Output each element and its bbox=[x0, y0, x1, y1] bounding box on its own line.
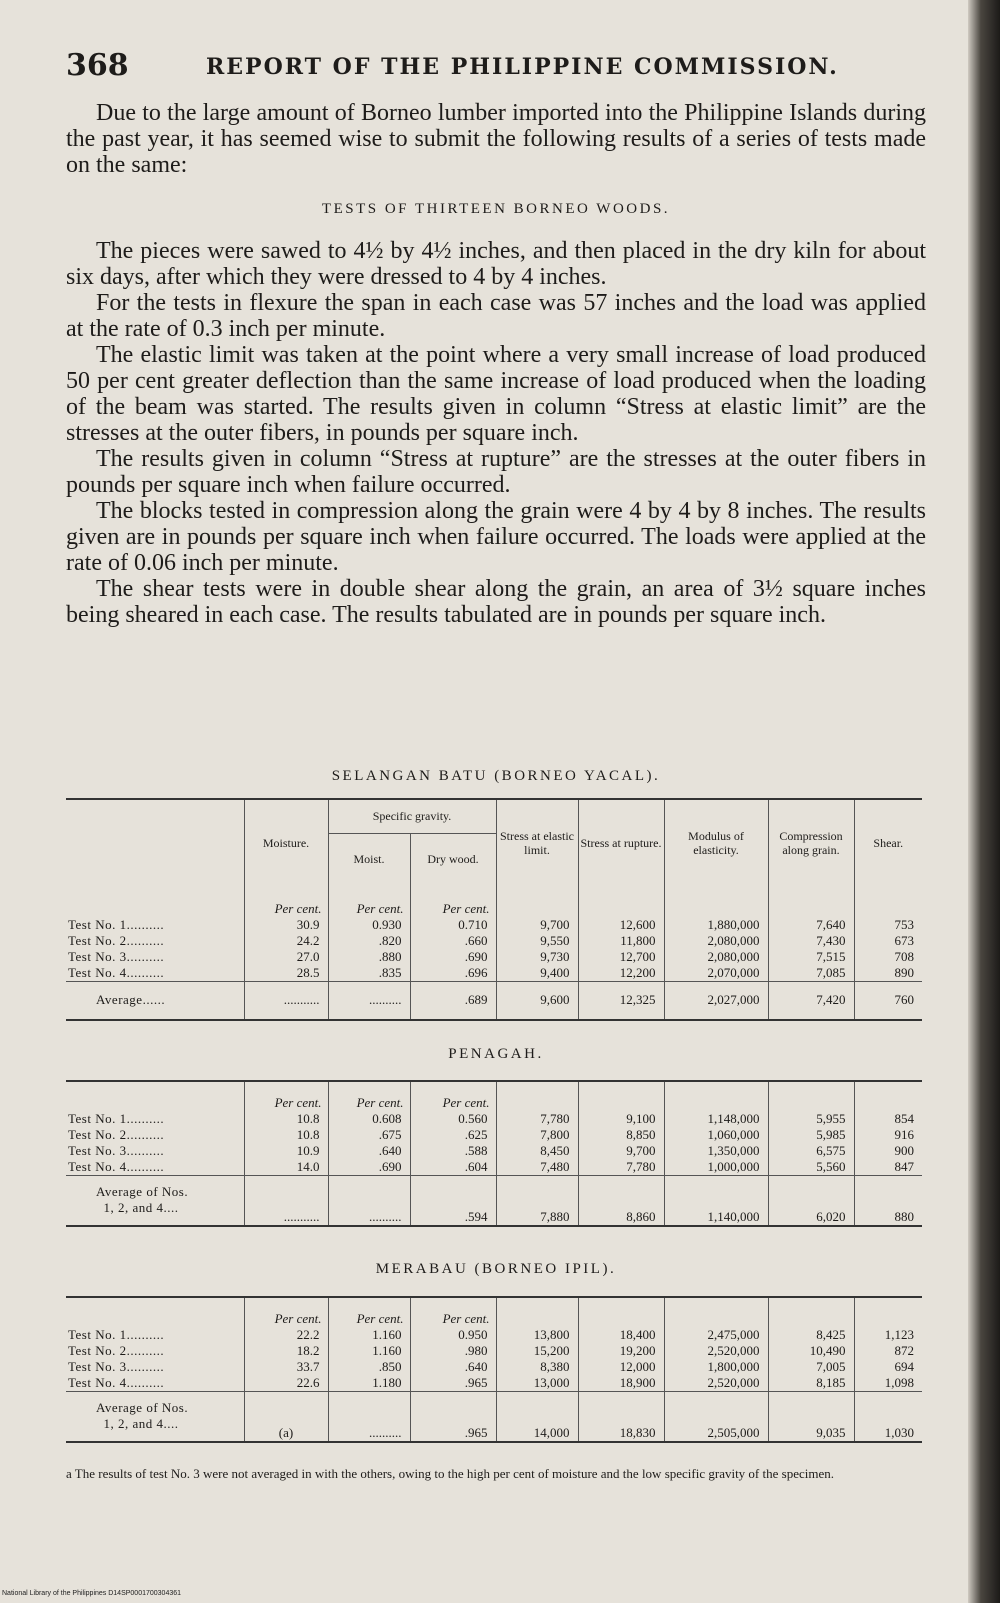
cell-moist: .835 bbox=[328, 965, 410, 982]
cell-compression: 7,430 bbox=[768, 933, 854, 949]
cell-rupture: 18,400 bbox=[578, 1327, 664, 1343]
cell-rupture: 12,200 bbox=[578, 965, 664, 982]
cell-dry: .625 bbox=[410, 1127, 496, 1143]
unit-moist: Per cent. bbox=[328, 891, 410, 917]
cell-shear: 847 bbox=[854, 1159, 922, 1176]
unit-dry: Per cent. bbox=[410, 1297, 496, 1327]
unit-moist: Per cent. bbox=[328, 1297, 410, 1327]
cell-compression: 7,005 bbox=[768, 1359, 854, 1375]
library-stamp: National Library of the Philippines D14SP0001700304361 bbox=[2, 1590, 182, 1597]
cell-shear: 1,098 bbox=[854, 1375, 922, 1392]
table-penagah bbox=[66, 1080, 922, 1227]
page-edge-shadow bbox=[968, 0, 1000, 1603]
cell-modulus: 1,880,000 bbox=[664, 917, 768, 933]
cell-compression: 8,185 bbox=[768, 1375, 854, 1392]
cell-moist: .690 bbox=[328, 1159, 410, 1176]
row-label: Test No. 2.......... bbox=[68, 1343, 165, 1358]
cell-modulus: 2,520,000 bbox=[664, 1343, 768, 1359]
row-label: Test No. 3.......... bbox=[68, 1143, 165, 1158]
cell-modulus: 2,080,000 bbox=[664, 949, 768, 965]
cell-rupture: 12,325 bbox=[578, 982, 664, 1020]
table-row bbox=[66, 1127, 922, 1143]
cell-shear: 854 bbox=[854, 1111, 922, 1127]
cell-moisture: 22.2 bbox=[244, 1327, 328, 1343]
average-row bbox=[66, 1176, 922, 1226]
cell-shear: 753 bbox=[854, 917, 922, 933]
cell-elastic: 8,450 bbox=[496, 1143, 578, 1159]
units-row bbox=[66, 1081, 922, 1111]
cell-elastic: 15,200 bbox=[496, 1343, 578, 1359]
table-merabau bbox=[66, 1296, 922, 1443]
header-stress-rupture: Stress at rupture. bbox=[578, 799, 664, 891]
table-row bbox=[66, 917, 922, 933]
cell-rupture: 12,000 bbox=[578, 1359, 664, 1375]
paragraph-sawing: The pieces were sawed to 4½ by 4½ inches, and then placed in the dry kiln for about six days, after which they were dressed to 4 by 4 inches. bbox=[66, 238, 926, 290]
cell-compression: 7,640 bbox=[768, 917, 854, 933]
cell-elastic: 7,480 bbox=[496, 1159, 578, 1176]
cell-modulus: 1,140,000 bbox=[664, 1176, 768, 1226]
paragraph-flexure: For the tests in flexure the span in each case was 57 inches and the load was applied at the rate of 0.3 inch per minute. bbox=[66, 290, 926, 342]
page-number: 368 bbox=[66, 48, 129, 83]
cell-dry: .594 bbox=[410, 1176, 496, 1226]
cell-modulus: 2,070,000 bbox=[664, 965, 768, 982]
intro-paragraph: Due to the large amount of Borneo lumber imported into the Philippine Islands during the past year, it has seemed wise to submit the following results of a series of tests made on the same: bbox=[66, 100, 926, 178]
cell-shear: 916 bbox=[854, 1127, 922, 1143]
cell-elastic: 8,380 bbox=[496, 1359, 578, 1375]
cell-rupture: 8,850 bbox=[578, 1127, 664, 1143]
paragraph-elastic-limit: The elastic limit was taken at the point where a very small increase of load produced 50 per cent greater deflection than the same increase of load produced when the loading of the beam was started. The results given in column “Stress at elastic limit” are the stresses at the outer fibers, in pounds per square inch. bbox=[66, 342, 926, 446]
table-row bbox=[66, 1359, 922, 1375]
cell-compression: 5,560 bbox=[768, 1159, 854, 1176]
unit-moisture: Per cent. bbox=[244, 891, 328, 917]
row-label: Test No. 2.......... bbox=[68, 1127, 165, 1142]
row-label: Test No. 1.......... bbox=[68, 1327, 165, 1342]
header-moisture: Moisture. bbox=[244, 799, 328, 891]
cell-moisture: 33.7 bbox=[244, 1359, 328, 1375]
unit-dry: Per cent. bbox=[410, 1081, 496, 1111]
cell-elastic: 9,730 bbox=[496, 949, 578, 965]
cell-modulus: 2,505,000 bbox=[664, 1392, 768, 1442]
cell-elastic: 9,700 bbox=[496, 917, 578, 933]
cell-modulus: 2,520,000 bbox=[664, 1375, 768, 1392]
cell-dry: .640 bbox=[410, 1359, 496, 1375]
cell-dry: .604 bbox=[410, 1159, 496, 1176]
cell-compression: 7,420 bbox=[768, 982, 854, 1020]
cell-moist: 0.608 bbox=[328, 1111, 410, 1127]
cell-moisture: 14.0 bbox=[244, 1159, 328, 1176]
cell-shear: 1,030 bbox=[854, 1392, 922, 1442]
table-row bbox=[66, 1375, 922, 1392]
cell-moist: .675 bbox=[328, 1127, 410, 1143]
cell-modulus: 1,350,000 bbox=[664, 1143, 768, 1159]
cell-moisture: ........... bbox=[244, 1176, 328, 1226]
row-label: Average...... bbox=[66, 982, 244, 1020]
cell-compression: 7,085 bbox=[768, 965, 854, 982]
table-title-penagah: PENAGAH. bbox=[448, 1046, 544, 1062]
average-row bbox=[66, 982, 922, 1020]
cell-moist: 1.160 bbox=[328, 1327, 410, 1343]
cell-elastic: 7,880 bbox=[496, 1176, 578, 1226]
cell-elastic: 9,600 bbox=[496, 982, 578, 1020]
table-row bbox=[66, 1143, 922, 1159]
row-label: Test No. 2.......... bbox=[68, 933, 165, 948]
cell-moisture: 10.9 bbox=[244, 1143, 328, 1159]
units-row bbox=[66, 891, 922, 917]
cell-shear: 760 bbox=[854, 982, 922, 1020]
cell-rupture: 7,780 bbox=[578, 1159, 664, 1176]
cell-elastic: 9,550 bbox=[496, 933, 578, 949]
paragraph-rupture: The results given in column “Stress at rupture” are the stresses at the outer fibers in pounds per square inch when failure occurred. bbox=[66, 446, 926, 498]
cell-rupture: 11,800 bbox=[578, 933, 664, 949]
unit-moist: Per cent. bbox=[328, 1081, 410, 1111]
row-label: Test No. 1.......... bbox=[68, 1111, 165, 1126]
cell-elastic: 7,800 bbox=[496, 1127, 578, 1143]
cell-moist: .......... bbox=[328, 1392, 410, 1442]
table-row bbox=[66, 965, 922, 982]
row-label: Test No. 1.......... bbox=[68, 917, 165, 932]
row-label: Test No. 4.......... bbox=[68, 965, 165, 980]
cell-moist: .......... bbox=[328, 1176, 410, 1226]
cell-elastic: 14,000 bbox=[496, 1392, 578, 1442]
cell-rupture: 9,100 bbox=[578, 1111, 664, 1127]
cell-moist: .850 bbox=[328, 1359, 410, 1375]
row-label: Average of Nos. 1, 2, and 4.... bbox=[66, 1176, 244, 1226]
footnote: a The results of test No. 3 were not averaged in with the others, owing to the high per cent of moisture and the low specific gravity of the specimen. bbox=[66, 1466, 834, 1481]
cell-moisture: 27.0 bbox=[244, 949, 328, 965]
paragraph-compression: The blocks tested in compression along the grain were 4 by 4 by 8 inches. The results given are in pounds per square inch when failure occurred. The loads were applied at the rate of 0.06 inch per minute. bbox=[66, 498, 926, 576]
cell-compression: 6,575 bbox=[768, 1143, 854, 1159]
table-row bbox=[66, 1159, 922, 1176]
header-dry-wood: Dry wood. bbox=[410, 833, 496, 891]
cell-shear: 1,123 bbox=[854, 1327, 922, 1343]
cell-elastic: 9,400 bbox=[496, 965, 578, 982]
cell-moisture-footnote-ref: (a) bbox=[244, 1392, 328, 1442]
cell-dry: .696 bbox=[410, 965, 496, 982]
cell-compression: 5,955 bbox=[768, 1111, 854, 1127]
cell-compression: 9,035 bbox=[768, 1392, 854, 1442]
cell-shear: 880 bbox=[854, 1176, 922, 1226]
cell-modulus: 2,475,000 bbox=[664, 1327, 768, 1343]
row-label: Test No. 4.......... bbox=[68, 1159, 165, 1174]
cell-dry: .588 bbox=[410, 1143, 496, 1159]
table-row bbox=[66, 1111, 922, 1127]
cell-moisture: 10.8 bbox=[244, 1127, 328, 1143]
cell-moist: 1.160 bbox=[328, 1343, 410, 1359]
cell-moist: .820 bbox=[328, 933, 410, 949]
page-header bbox=[66, 48, 946, 84]
header-blank bbox=[66, 799, 244, 891]
cell-compression: 5,985 bbox=[768, 1127, 854, 1143]
header-moist: Moist. bbox=[328, 833, 410, 891]
cell-compression: 10,490 bbox=[768, 1343, 854, 1359]
cell-compression: 6,020 bbox=[768, 1176, 854, 1226]
running-title: REPORT OF THE PHILIPPINE COMMISSION. bbox=[206, 54, 839, 80]
header-specific-gravity: Specific gravity. bbox=[328, 799, 496, 833]
header-shear: Shear. bbox=[854, 799, 922, 891]
cell-moisture: 30.9 bbox=[244, 917, 328, 933]
cell-moist: .880 bbox=[328, 949, 410, 965]
cell-modulus: 1,148,000 bbox=[664, 1111, 768, 1127]
cell-dry: .965 bbox=[410, 1392, 496, 1442]
table-row bbox=[66, 1343, 922, 1359]
row-label: Test No. 3.......... bbox=[68, 949, 165, 964]
cell-moisture: 24.2 bbox=[244, 933, 328, 949]
cell-rupture: 19,200 bbox=[578, 1343, 664, 1359]
header-modulus: Modulus of elasticity. bbox=[664, 799, 768, 891]
unit-dry: Per cent. bbox=[410, 891, 496, 917]
cell-dry: .660 bbox=[410, 933, 496, 949]
average-row bbox=[66, 1392, 922, 1442]
header-compression: Compression along grain. bbox=[768, 799, 854, 891]
cell-dry: .965 bbox=[410, 1375, 496, 1392]
cell-compression: 7,515 bbox=[768, 949, 854, 965]
cell-rupture: 9,700 bbox=[578, 1143, 664, 1159]
cell-shear: 900 bbox=[854, 1143, 922, 1159]
cell-dry: 0.560 bbox=[410, 1111, 496, 1127]
paragraph-shear: The shear tests were in double shear along the grain, an area of 3½ square inches being sheared in each case. The results tabulated are in pounds per square inch. bbox=[66, 576, 926, 628]
table-row bbox=[66, 933, 922, 949]
header-stress-elastic: Stress at elastic limit. bbox=[496, 799, 578, 891]
cell-rupture: 18,900 bbox=[578, 1375, 664, 1392]
cell-compression: 8,425 bbox=[768, 1327, 854, 1343]
cell-dry: .980 bbox=[410, 1343, 496, 1359]
table-selangan-batu bbox=[66, 798, 922, 1021]
table-title-selangan-batu: SELANGAN BATU (BORNEO YACAL). bbox=[331, 768, 661, 784]
units-row bbox=[66, 1297, 922, 1327]
cell-moisture: 28.5 bbox=[244, 965, 328, 982]
cell-rupture: 18,830 bbox=[578, 1392, 664, 1442]
cell-moisture: 18.2 bbox=[244, 1343, 328, 1359]
cell-moisture: 22.6 bbox=[244, 1375, 328, 1392]
cell-rupture: 12,600 bbox=[578, 917, 664, 933]
table-title-merabau: MERABAU (BORNEO IPIL). bbox=[375, 1261, 617, 1277]
cell-modulus: 1,000,000 bbox=[664, 1159, 768, 1176]
cell-modulus: 1,060,000 bbox=[664, 1127, 768, 1143]
cell-moist: .640 bbox=[328, 1143, 410, 1159]
row-label: Test No. 3.......... bbox=[68, 1359, 165, 1374]
cell-modulus: 2,080,000 bbox=[664, 933, 768, 949]
table-row bbox=[66, 1327, 922, 1343]
cell-shear: 694 bbox=[854, 1359, 922, 1375]
cell-moisture: 10.8 bbox=[244, 1111, 328, 1127]
row-label: Average of Nos. 1, 2, and 4.... bbox=[66, 1392, 244, 1442]
unit-moisture: Per cent. bbox=[244, 1297, 328, 1327]
cell-elastic: 13,800 bbox=[496, 1327, 578, 1343]
cell-dry: .690 bbox=[410, 949, 496, 965]
cell-shear: 890 bbox=[854, 965, 922, 982]
cell-moist: 1.180 bbox=[328, 1375, 410, 1392]
cell-shear: 872 bbox=[854, 1343, 922, 1359]
body-text bbox=[66, 100, 926, 628]
cell-modulus: 2,027,000 bbox=[664, 982, 768, 1020]
cell-moist: 0.930 bbox=[328, 917, 410, 933]
row-label: Test No. 4.......... bbox=[68, 1375, 165, 1390]
cell-moist: .......... bbox=[328, 982, 410, 1020]
cell-shear: 673 bbox=[854, 933, 922, 949]
cell-dry: 0.710 bbox=[410, 917, 496, 933]
cell-dry: 0.950 bbox=[410, 1327, 496, 1343]
cell-elastic: 13,000 bbox=[496, 1375, 578, 1392]
cell-shear: 708 bbox=[854, 949, 922, 965]
cell-modulus: 1,800,000 bbox=[664, 1359, 768, 1375]
cell-elastic: 7,780 bbox=[496, 1111, 578, 1127]
cell-rupture: 8,860 bbox=[578, 1176, 664, 1226]
table-row bbox=[66, 949, 922, 965]
cell-moisture: ........... bbox=[244, 982, 328, 1020]
cell-dry: .689 bbox=[410, 982, 496, 1020]
unit-moisture: Per cent. bbox=[244, 1081, 328, 1111]
main-heading: TESTS OF THIRTEEN BORNEO WOODS. bbox=[321, 201, 671, 217]
cell-rupture: 12,700 bbox=[578, 949, 664, 965]
